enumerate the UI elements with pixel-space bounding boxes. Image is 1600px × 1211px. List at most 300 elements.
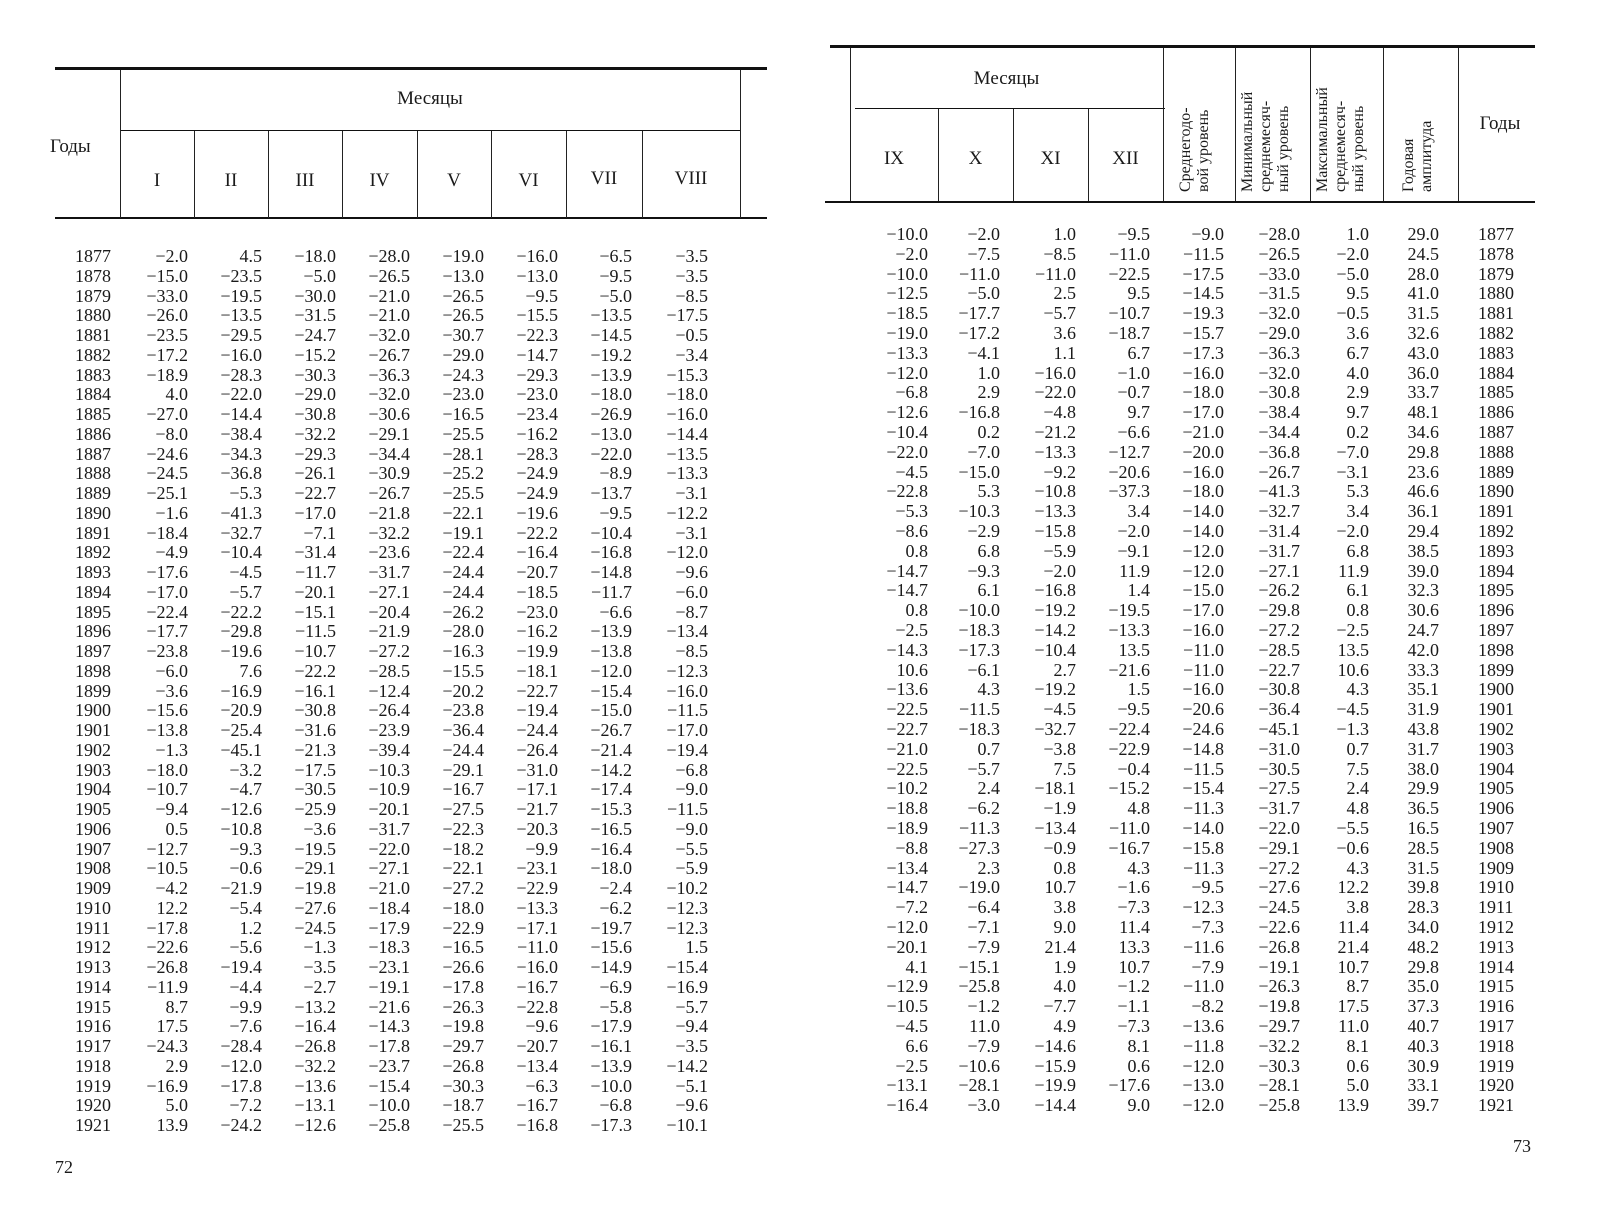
value-cell: −28.4 [220,1036,262,1056]
value-cell: −16.0 [1182,679,1224,700]
year-cell: 1879 [1478,263,1514,284]
value-cell: −18.0 [590,858,632,879]
value-cell: −5.7 [675,996,708,1017]
value-cell: 10.6 [896,659,928,680]
year-cell: 1915 [75,996,111,1017]
value-cell: −16.0 [1182,461,1224,482]
value-cell: −17.1 [516,779,558,800]
table-row [0,977,790,997]
table-row [0,937,790,957]
year-cell: 1880 [1478,283,1514,304]
value-cell: −3.2 [229,759,262,780]
value-cell: −9.5 [599,502,632,523]
value-cell: −6.6 [599,601,632,622]
value-cell: −18.4 [368,897,410,918]
value-cell: −19.0 [886,323,928,343]
value-cell: −26.9 [590,404,632,424]
value-cell: 16.5 [1407,818,1439,838]
value-cell: −16.9 [220,680,262,701]
value-cell: −31.7 [368,562,410,582]
value-cell: −21.0 [368,878,410,898]
value-cell: −22.1 [442,502,484,523]
value-cell: −14.3 [886,639,928,660]
value-cell: −39.4 [368,739,410,760]
value-cell: −20.6 [1182,699,1224,720]
value-cell: −3.0 [967,1095,1000,1116]
value-cell: 11.9 [1338,560,1369,581]
value-cell: −27.6 [1258,877,1300,898]
year-cell: 1882 [1478,323,1514,343]
value-cell: −8.5 [1043,243,1076,264]
value-cell: 4.0 [165,384,188,405]
value-cell: −26.8 [1258,936,1300,957]
col-header-X: X [968,148,983,169]
value-cell: −20.2 [442,680,484,701]
value-cell: −18.1 [1034,778,1076,799]
value-cell: 12.2 [1337,877,1369,898]
table-row [830,541,1600,561]
value-cell: −22.4 [1108,719,1150,739]
table-row [830,739,1600,759]
value-cell: 9.0 [1053,917,1076,937]
value-cell: 36.1 [1407,501,1439,522]
value-cell: −32.7 [220,522,262,543]
table-row [0,503,790,523]
value-cell: 8.1 [1346,1035,1369,1056]
value-cell: 11.9 [1119,560,1150,581]
value-cell: 31.5 [1407,857,1439,878]
value-cell: −22.7 [516,680,558,701]
mean-level-header [1177,107,1213,192]
value-cell: −31.5 [294,305,336,326]
col-header-I: I [153,170,161,191]
value-cell: −8.9 [599,463,632,484]
value-cell: −15.5 [442,660,484,681]
value-cell: −28.1 [1258,1075,1300,1096]
page-number-left: 72 [55,1157,73,1177]
value-cell: −16.0 [1182,362,1224,383]
value-cell: −6.8 [895,382,928,403]
value-cell: −15.8 [1182,837,1224,858]
value-cell: −16.0 [666,404,708,424]
value-cell: −19.1 [368,976,410,997]
value-cell: −29.8 [1258,600,1300,621]
value-cell: 35.0 [1407,976,1439,997]
value-cell: −23.7 [368,1055,410,1076]
value-cell: −32.7 [1258,501,1300,522]
value-cell: −9.4 [155,799,188,819]
value-cell: −23.4 [516,404,558,424]
value-cell: −10.5 [886,996,928,1017]
value-cell: −10.5 [146,858,188,879]
value-cell: −10.3 [368,759,410,780]
value-cell: −14.2 [1034,620,1076,640]
table-row [830,1056,1600,1076]
value-cell: −9.0 [675,779,708,800]
value-cell: −19.2 [590,344,632,365]
value-cell: −22.9 [1108,738,1150,759]
value-cell: −25.4 [220,720,262,740]
value-cell: 31.9 [1407,699,1439,720]
table-row [0,681,790,701]
value-cell: −31.0 [516,759,558,780]
value-cell: −13.1 [294,1095,336,1116]
value-cell: 4.3 [977,679,1000,700]
value-cell: −26.8 [146,957,188,977]
months-header: Месяцы [973,68,1040,89]
value-cell: −16.1 [590,1036,632,1056]
value-cell: −16.0 [1034,362,1076,383]
value-cell: −16.4 [886,1095,928,1116]
value-cell: −22.5 [1108,263,1150,284]
value-cell: 33.7 [1407,382,1439,403]
value-cell: 0.5 [165,818,188,839]
value-cell: −12.0 [1182,1095,1224,1116]
value-cell: −18.3 [958,620,1000,640]
value-cell: −5.1 [675,1075,708,1096]
value-cell: 1.5 [1127,679,1150,700]
value-cell: −23.8 [442,700,484,721]
value-cell: −22.5 [886,699,928,720]
value-cell: −28.0 [1258,224,1300,244]
value-cell: −12.3 [666,897,708,918]
value-cell: −1.3 [155,739,188,760]
value-cell: 1.4 [1127,580,1150,601]
table-row [0,286,790,306]
value-cell: −12.7 [146,838,188,859]
value-cell: −12.0 [220,1055,262,1076]
value-cell: −7.2 [229,1095,262,1116]
year-cell: 1900 [75,700,111,721]
value-cell: 3.4 [1346,501,1369,522]
table-row [830,382,1600,402]
value-cell: 28.3 [1407,897,1439,918]
value-cell: −22.4 [442,542,484,563]
table-row [830,561,1600,581]
value-cell: −11.7 [591,581,632,602]
table-row [0,918,790,938]
value-cell: −2.4 [599,878,632,898]
value-cell: −22.0 [590,443,632,464]
year-cell: 1887 [75,443,111,464]
value-cell: −14.7 [886,560,928,581]
value-cell: 34.6 [1407,422,1439,442]
value-cell: −0.6 [229,858,262,879]
value-cell: −41.3 [220,502,262,523]
table-row [0,483,790,503]
value-cell: −9.9 [525,838,558,859]
value-cell: 4.8 [1127,798,1150,819]
value-cell: 4.9 [1053,1016,1076,1036]
value-cell: −4.7 [229,779,262,800]
value-cell: −2.0 [1043,560,1076,581]
table-row [830,422,1600,442]
value-cell: −30.9 [368,463,410,484]
value-cell: −14.7 [516,344,558,365]
table-row [0,898,790,918]
value-cell: −31.7 [1258,540,1300,561]
value-cell: −9.9 [229,996,262,1017]
value-cell: −30.0 [294,285,336,306]
value-cell: −25.8 [958,976,1000,997]
table-row [830,402,1600,422]
year-cell: 1896 [1478,600,1514,621]
year-cell: 1889 [1478,461,1514,482]
value-cell: 9.5 [1346,283,1369,304]
value-cell: −12.7 [1108,441,1150,462]
value-cell: −13.4 [886,857,928,878]
value-cell: −1.6 [155,502,188,523]
value-cell: −9.5 [599,265,632,286]
year-cell: 1883 [1478,342,1514,363]
value-cell: −9.0 [675,818,708,839]
value-cell: −31.4 [1258,521,1300,541]
table-row [0,878,790,898]
table-row [830,283,1600,303]
value-cell: −4.5 [1043,699,1076,720]
value-cell: −16.8 [516,1115,558,1135]
year-cell: 1904 [75,779,111,800]
value-cell: −1.2 [1117,976,1150,997]
value-cell: −9.4 [675,1016,708,1037]
table-row [0,246,790,266]
value-cell: −6.8 [675,759,708,780]
year-cell: 1903 [75,759,111,780]
value-cell: 4.3 [1346,679,1369,700]
value-cell: −26.7 [1258,461,1300,482]
value-cell: −17.6 [146,562,188,582]
year-cell: 1893 [1478,540,1514,561]
value-cell: 21.4 [1044,936,1076,957]
value-cell: −8.6 [895,521,928,541]
year-cell: 1919 [75,1075,111,1096]
value-cell: −9.6 [675,1095,708,1116]
table-row [830,323,1600,343]
value-cell: 6.8 [1346,540,1369,561]
value-cell: −21.9 [368,621,410,642]
year-cell: 1883 [75,364,111,385]
value-cell: −16.7 [516,976,558,997]
table-row [830,224,1600,244]
value-cell: −24.2 [220,1115,262,1135]
value-cell: −22.6 [146,937,188,958]
table-row [0,858,790,878]
value-cell: −12.6 [220,799,262,819]
value-cell: 29.9 [1407,778,1439,799]
value-cell: −10.3 [958,501,1000,522]
value-cell: −3.1 [675,483,708,503]
value-cell: −8.0 [155,423,188,444]
value-cell: −24.5 [294,917,336,938]
value-cell: −5.7 [967,758,1000,779]
value-cell: −23.1 [368,957,410,977]
header-bottom-rule [55,217,767,219]
max-level-text: Максимальный среднемесяч- ный уровень [1314,87,1367,192]
value-cell: −22.8 [886,481,928,502]
col-divider [1383,48,1384,201]
value-cell: −21.0 [368,285,410,306]
value-cell: −1.9 [1043,798,1076,819]
value-cell: −21.6 [1108,659,1150,680]
year-cell: 1894 [1478,560,1514,581]
value-cell: −19.6 [516,502,558,523]
value-cell: −14.4 [1034,1095,1076,1116]
value-cell: −16.8 [1034,580,1076,601]
value-cell: 48.1 [1407,402,1439,423]
value-cell: −1.1 [1117,996,1150,1017]
value-cell: −19.8 [294,878,336,898]
value-cell: 9.0 [1127,1095,1150,1116]
value-cell: −0.7 [1117,382,1150,403]
value-cell: −16.8 [958,402,1000,423]
col-header-IV: IV [369,170,390,191]
year-cell: 1906 [75,818,111,839]
year-cell: 1920 [1478,1075,1514,1096]
value-cell: −21.0 [1182,422,1224,442]
value-cell: −11.5 [667,700,708,721]
year-cell: 1907 [75,838,111,859]
year-cell: 1918 [1478,1035,1514,1056]
year-cell: 1877 [1478,224,1514,244]
value-cell: −15.0 [958,461,1000,482]
value-cell: −12.3 [666,917,708,938]
value-cell: −30.6 [368,404,410,424]
value-cell: −17.8 [220,1075,262,1096]
value-cell: −16.5 [590,818,632,839]
value-cell: −19.5 [1108,600,1150,621]
value-cell: −4.4 [229,976,262,997]
value-cell: 6.1 [1346,580,1369,601]
value-cell: −11.0 [1109,818,1150,838]
year-cell: 1899 [1478,659,1514,680]
value-cell: 17.5 [1337,996,1369,1017]
value-cell: −26.3 [442,996,484,1017]
value-cell: −15.1 [294,601,336,622]
value-cell: −10.8 [220,818,262,839]
value-cell: −6.6 [1117,422,1150,442]
value-cell: −26.2 [442,601,484,622]
value-cell: −21.3 [294,739,336,760]
value-cell: −27.2 [1258,857,1300,878]
value-cell: −26.8 [294,1036,336,1056]
table-row [830,858,1600,878]
value-cell: 0.8 [905,600,928,621]
value-cell: −21.0 [368,305,410,326]
value-cell: −32.0 [1258,303,1300,324]
year-cell: 1897 [75,641,111,661]
value-cell: 13.3 [1118,936,1150,957]
value-cell: −25.5 [442,483,484,503]
value-cell: −10.7 [146,779,188,800]
year-cell: 1910 [1478,877,1514,898]
value-cell: −11.3 [1183,857,1224,878]
value-cell: −15.6 [590,937,632,958]
value-cell: 2.5 [1053,283,1076,304]
value-cell: −26.7 [368,483,410,503]
value-cell: −26.1 [294,463,336,484]
value-cell: −13.5 [220,305,262,326]
value-cell: −20.3 [516,818,558,839]
value-cell: −18.4 [146,522,188,543]
value-cell: −22.3 [516,325,558,345]
value-cell: −3.6 [303,818,336,839]
table-row [830,976,1600,996]
col-header-VII: VII [590,168,618,189]
value-cell: −5.5 [675,838,708,859]
value-cell: −12.0 [1182,560,1224,581]
value-cell: 38.5 [1407,540,1439,561]
value-cell: −33.0 [146,285,188,306]
year-cell: 1879 [75,285,111,306]
value-cell: −34.4 [1258,422,1300,442]
value-cell: −24.4 [442,739,484,760]
year-cell: 1884 [75,384,111,405]
value-cell: −37.3 [1108,481,1150,502]
value-cell: −22.0 [886,441,928,462]
page-right [830,0,1600,1211]
value-cell: −30.5 [1258,758,1300,779]
value-cell: −21.9 [220,878,262,898]
value-cell: −19.1 [1258,956,1300,977]
value-cell: −22.0 [1034,382,1076,403]
value-cell: 8.1 [1127,1035,1150,1056]
value-cell: −15.4 [590,680,632,701]
value-cell: 10.7 [1118,956,1150,977]
value-cell: −2.0 [967,224,1000,244]
table-row [0,779,790,799]
value-cell: −26.2 [1258,580,1300,601]
value-cell: −28.0 [442,621,484,642]
value-cell: 7.5 [1346,758,1369,779]
value-cell: −24.9 [516,483,558,503]
value-cell: −5.0 [599,285,632,306]
value-cell: −33.0 [1258,263,1300,284]
value-cell: −15.3 [666,364,708,385]
value-cell: 48.2 [1407,936,1439,957]
value-cell: −31.0 [1258,738,1300,759]
value-cell: −24.3 [442,364,484,385]
value-cell: −10.6 [958,1055,1000,1076]
value-cell: −10.4 [1034,639,1076,660]
col-divider [1310,48,1311,201]
value-cell: −7.2 [895,897,928,918]
value-cell: −13.5 [590,305,632,326]
value-cell: −16.2 [516,423,558,444]
table-row [830,818,1600,838]
value-cell: −16.0 [516,246,558,266]
value-cell: −5.9 [1043,540,1076,561]
value-cell: −7.7 [1043,996,1076,1017]
value-cell: −25.9 [294,799,336,819]
value-cell: 17.5 [156,1016,188,1037]
value-cell: −14.2 [590,759,632,780]
value-cell: −28.5 [1258,639,1300,660]
value-cell: −13.6 [1182,1016,1224,1036]
value-cell: −24.6 [1182,719,1224,739]
value-cell: −30.8 [1258,679,1300,700]
value-cell: −24.7 [294,325,336,345]
year-cell: 1911 [1478,897,1514,918]
value-cell: 6.6 [905,1035,928,1056]
value-cell: −32.0 [368,384,410,405]
year-cell: 1909 [1478,857,1514,878]
value-cell: −5.3 [229,483,262,503]
year-cell: 1910 [75,897,111,918]
value-cell: −11.5 [959,699,1000,720]
value-cell: −10.4 [220,542,262,563]
value-cell: −19.6 [220,641,262,661]
value-cell: −18.0 [590,384,632,405]
